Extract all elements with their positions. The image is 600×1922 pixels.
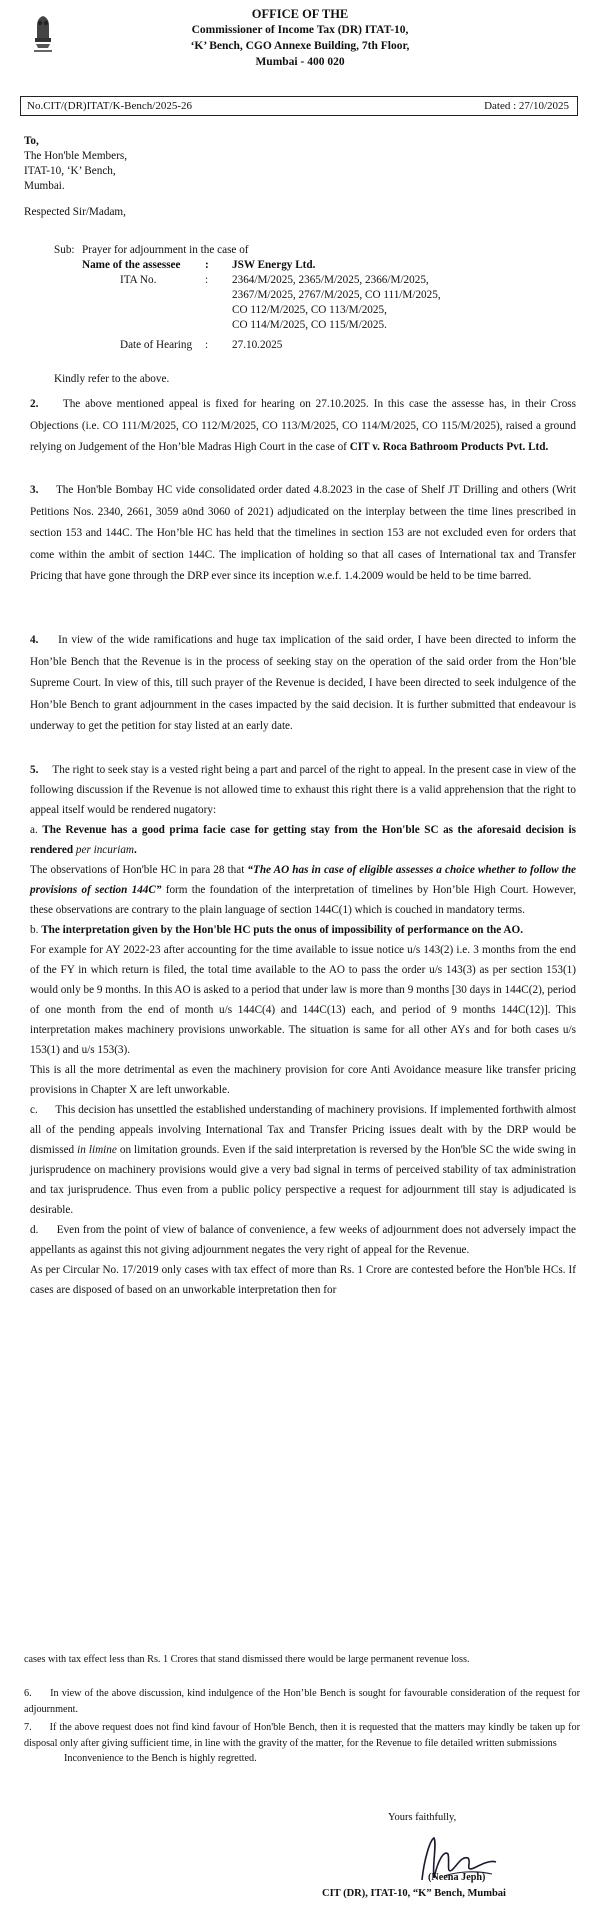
ita-label: ITA No. <box>120 274 157 286</box>
signatory-designation: CIT (DR), ITAT-10, “K” Bench, Mumbai <box>322 1888 506 1899</box>
detrimental-text: This is all the more detrimental as even the machinery provision for core Anti Avoidance measure like transfer pricing provisions in Chapter X are left unworkable. <box>30 1064 576 1096</box>
per-incuriam: per incuriam <box>75 844 134 856</box>
paragraph-5 <box>30 760 576 1300</box>
para-number: 3. <box>30 484 39 496</box>
point-a-heading: The Revenue has a good prima facie case for getting stay from the Hon'ble SC as the aforesaid decision is rendered <box>30 824 577 856</box>
assessee-label: Name of the assessee <box>82 259 181 271</box>
assessee-colon: : <box>205 259 209 271</box>
obs-end: form the foundation of the interpretation of timelines by Hon’ble High Court. However, these observations are contrary to the plain language of section 144C(1) which is couched in mandatory terms. <box>30 884 576 916</box>
para-text: The Hon'ble Bombay HC vide consolidated order dated 4.8.2023 in the case of Shelf JT Drilling and others (Writ Petitions Nos. 2340, 2661, 3059 a0nd 3060 of 2021) adjudicated on the interplay between the time lines prescribed in section 153 and 144C. The Hon’ble HC has held that the timelines in section 153 are not excluded even for orders that come within the ambit of section 144C. The implication of holding so that all cases of International tax and Transfer Pricing that have gone through the DRP ever since its inception w.e.f. 1.4.2009 would be held to be time barred. <box>30 484 576 582</box>
ita-line: CO 114/M/2025, CO 115/M/2025. <box>232 319 387 331</box>
paragraph-6 <box>24 1686 580 1717</box>
para-number: 5. <box>30 764 39 776</box>
intro-text: Kindly refer to the above. <box>54 373 170 385</box>
in-limine: in limine <box>77 1144 117 1156</box>
closing: Yours faithfully, <box>388 1812 457 1823</box>
letterhead-office: OFFICE OF THE <box>251 7 349 21</box>
para-text: In view of the wide ramifications and huge tax implication of the said order, I have been directed to inform the Hon’ble Bench that the Revenue is in the process of seeking stay on the operation of the said order from the Hon’ble Supreme Court. In view of this, till such prayer of the Revenue is decided, I have been directed to seek indulgence of the Hon’ble Bench to grant adjournment in the cases impacted by the said decision. It is further submitted that endeavour is underway to get the petition for stay listed at an early date. <box>30 634 576 732</box>
point-label: c. <box>30 1104 38 1116</box>
paragraph-3 <box>30 480 576 588</box>
address-line: The Hon'ble Members, <box>24 150 127 162</box>
continuation-text: cases with tax effect less than Rs. 1 Crores that stand dismissed there would be large permanent revenue loss. <box>24 1654 470 1665</box>
para-text: The right to seek stay is a vested right being a part and parcel of the right to appeal. In the present case in view of the following discussion if the Revenue is not allowed time to exhaust this right there is a valid apprehension that the right to appeal itself would be rendered nugatory: <box>30 764 576 816</box>
subject-text: Prayer for adjournment in the case of <box>82 244 249 256</box>
observations <box>30 860 576 920</box>
paragraph-4 <box>30 630 576 738</box>
paragraph-7 <box>24 1720 580 1767</box>
hearing-colon: : <box>205 339 209 351</box>
address-line: Mumbai. <box>24 180 65 192</box>
salutation: Respected Sir/Madam, <box>24 206 126 218</box>
point-d <box>30 1220 576 1260</box>
hearing-date: 27.10.2025 <box>232 339 283 351</box>
point-c-text: This decision has unsettled the established understanding of machinery provisions. If implemented forthwith almost all of the pending appeals involving International Tax and Transfer Pricing issues dealt with by the DRP would be dismissed <box>30 1104 577 1156</box>
para-text: If the above request does not find kind favour of Hon'ble Bench, then it is requested that the matters may kindly be taken up for disposal only after giving sufficient time, in line with the gravity of the matter, for the Revenue to file detailed written submissions <box>24 1722 581 1749</box>
letterhead <box>0 6 600 70</box>
point-b-heading: The interpretation given by the Hon'ble HC puts the onus of impossibility of performance on the AO. <box>41 924 523 936</box>
para-5-intro <box>30 760 576 820</box>
reference-number: No.CIT/(DR)ITAT/K-Bench/2025-26 <box>27 100 193 112</box>
recipient-address <box>24 134 127 194</box>
obs-start: The observations of Hon'ble HC in para 28 that <box>30 864 248 876</box>
point-label: b. <box>30 924 39 936</box>
para-number: 2. <box>30 398 39 410</box>
letterhead-city: Mumbai - 400 020 <box>255 56 345 68</box>
ita-numbers <box>232 273 441 333</box>
point-a-end: . <box>134 844 137 856</box>
point-c-text-2: on limitation grounds. Even if the said interpretation is reversed by the Hon'ble SC the wide swing in jurisprudence on machinery provisions would give a very bad signal in terms of perceived stability of tax administration and tax jurisprudence. Thus even from a public policy perspective a request for adjournment till stay is adjudicated is desirable. <box>30 1144 577 1216</box>
para-text: In view of the above discussion, kind indulgence of the Hon’ble Bench is sought for favourable consideration of the request for adjournment. <box>24 1688 581 1715</box>
para-text: The above mentioned appeal is fixed for hearing on 27.10.2025. In this case the assesse has, in their Cross Objections (i.e. CO 111/M/2025, CO 112/M/2025, CO 113/M/2025, CO 114/M/2025, CO 115/M/2025), raised a ground relying on Judgement of the Hon’ble Madras High Court in the case of <box>30 398 576 453</box>
ita-line: 2367/M/2025, 2767/M/2025, CO 111/M/2025, <box>232 289 441 301</box>
ita-colon: : <box>205 274 209 286</box>
circular-text: As per Circular No. 17/2019 only cases with tax effect of more than Rs. 1 Crore are contested before the Hon'ble HCs. If cases are disposed of based on an unworkable interpretation then for <box>30 1264 576 1296</box>
point-label: a. <box>30 824 38 836</box>
hearing-label: Date of Hearing <box>120 339 193 351</box>
point-a <box>30 820 576 860</box>
reference-date: Dated : 27/10/2025 <box>484 100 569 112</box>
paragraph-2 <box>30 394 576 459</box>
point-label: d. <box>30 1224 39 1236</box>
point-c <box>30 1100 576 1220</box>
address-to: To, <box>24 135 39 147</box>
example-text: For example for AY 2022-23 after accounting for the time available to issue notice u/s 143(2) i.e. 3 months from the end of the FY in which return is filed, the total time available to the AO to pass the order u/s 143(3) as per section 153(1) would only be 9 months. In this AO is asked to a period that under law is more than 9 months [30 days in 144C(2), period of one month from the end of month u/s 144C(4) and 144C(13) each, and period of 9 months 144C(12)]. This interpretation makes machinery provisions unworkable. The situation is same for all other AYs and for both cases u/s 153(1) and u/s 153(3). <box>30 944 576 1056</box>
subject-label: Sub: <box>54 244 75 256</box>
ita-line: CO 112/M/2025, CO 113/M/2025, <box>232 304 387 316</box>
para-number: 7. <box>24 1722 32 1733</box>
assessee-value: JSW Energy Ltd. <box>232 259 316 271</box>
point-d-text: Even from the point of view of balance of convenience, a few weeks of adjournment does not adversely impact the appellants as against this not giving adjournment negates the very right of appeal for the Revenue. <box>30 1224 576 1256</box>
letterhead-commissioner: Commissioner of Income Tax (DR) ITAT-10, <box>191 24 409 36</box>
ita-line: 2364/M/2025, 2365/M/2025, 2366/M/2025, <box>232 274 429 286</box>
case-name: CIT v. Roca Bathroom Products Pvt. Ltd. <box>349 441 549 453</box>
reference-box <box>20 96 578 116</box>
regret-text: Inconvenience to the Bench is highly regretted. <box>64 1753 257 1764</box>
point-b <box>30 920 576 940</box>
address-line: ITAT-10, ‘K’ Bench, <box>24 165 116 177</box>
obs-quote: “The AO has in case of eligible assesses a choice whether to follow the provisions of section 144C” <box>30 864 577 896</box>
letterhead-bench: ‘K’ Bench, CGO Annexe Building, 7th Floor, <box>190 40 410 52</box>
signatory-name: (Neena Jeph) <box>428 1872 486 1883</box>
para-number: 6. <box>24 1688 32 1699</box>
para-number: 4. <box>30 634 39 646</box>
